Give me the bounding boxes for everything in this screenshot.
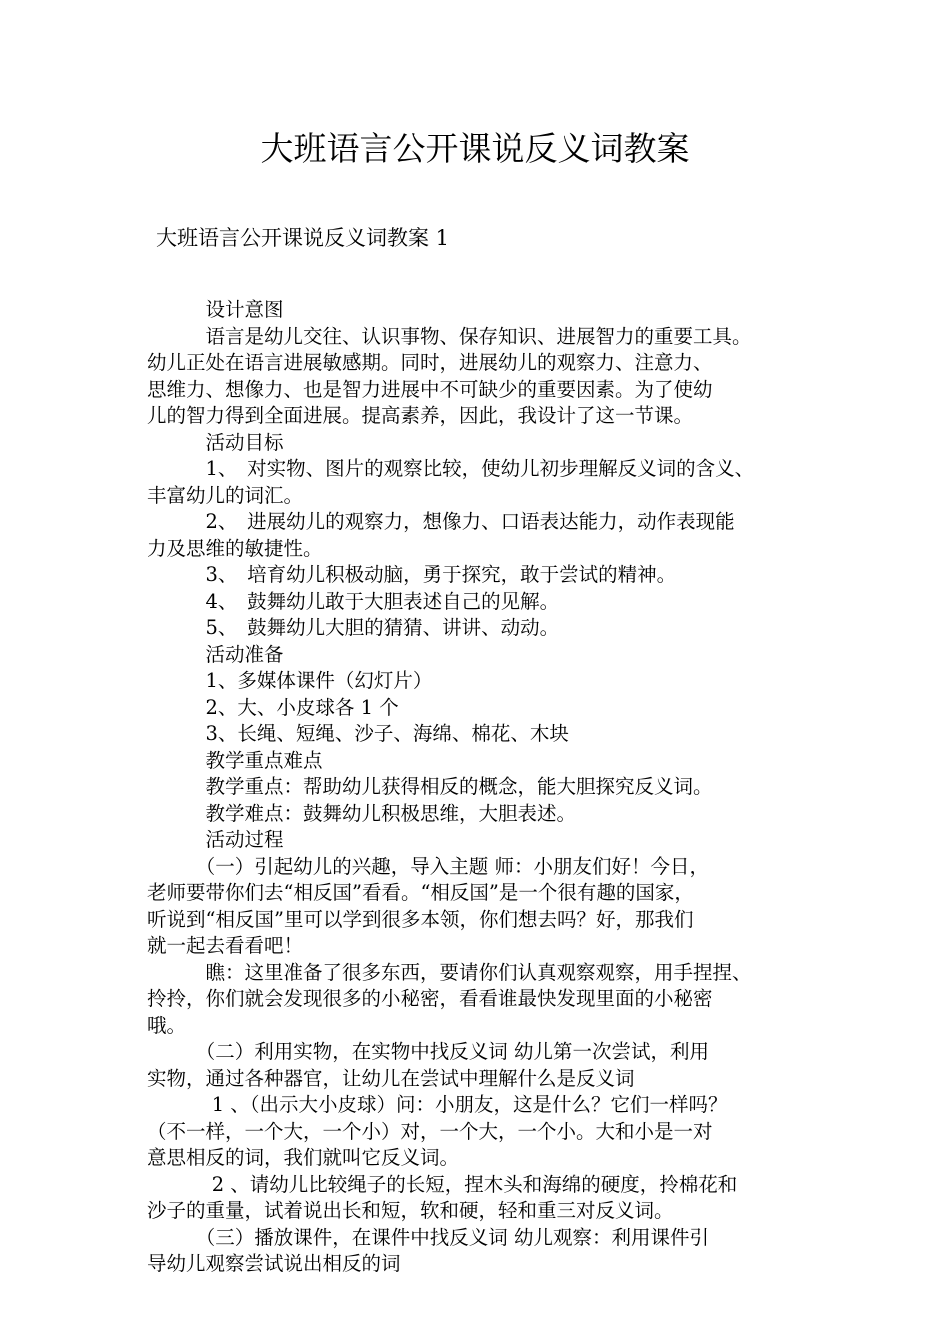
body-line: 教学重点难点 (147, 748, 323, 772)
body-line: 3、长绳、短绳、沙子、海绵、棉花、木块 (147, 722, 569, 745)
body-line: 沙子的重量，试着说出长和短，软和硬，轻和重三对反义词。 (147, 1199, 674, 1222)
body-line: 1、 对实物、图片的观察比较，使幼儿初步理解反义词的含义、 (147, 457, 755, 480)
body-line: 活动准备 (147, 642, 284, 666)
body-line: 力及思维的敏捷性。 (147, 536, 323, 560)
body-line: 导幼儿观察尝试说出相反的词 (147, 1252, 401, 1275)
body-line: 教学难点：鼓舞幼儿积极思维，大胆表述。 (147, 801, 577, 825)
body-line: 实物，通过各种器官，让幼儿在尝试中理解什么是反义词 (147, 1066, 635, 1090)
body-line: 设计意图 (147, 298, 284, 321)
body-line: 1 、（出示大小皮球）问：小朋友，这是什么？它们一样吗？ (147, 1093, 728, 1116)
document-title: 大班语言公开课说反义词教案 (260, 129, 690, 168)
body-line: （一）引起幼儿的兴趣，导入主题 师：小朋友们好！今日， (147, 854, 709, 878)
body-line: 意思相反的词，我们就叫它反义词。 (147, 1146, 460, 1169)
body-line: 3、 培育幼儿积极动脑，勇于探究，敢于尝试的精神。 (147, 563, 677, 586)
body-line: 幼儿正处在语言进展敏感期。同时，进展幼儿的观察力、注意力、 (147, 351, 713, 374)
body-line: 思维力、想像力、也是智力进展中不可缺少的重要因素。为了使幼 (147, 377, 713, 401)
body-line: 瞧：这里准备了很多东西，要请你们认真观察观察，用手捏捏、 (147, 960, 752, 984)
body-line: （二）利用实物，在实物中找反义词 幼儿第一次尝试，利用 (147, 1040, 709, 1063)
body-line: 教学重点：帮助幼儿获得相反的概念，能大胆探究反义词。 (147, 775, 713, 798)
body-line: （不一样，一个大，一个小）对，一个大，一个小。大和小是一对 (147, 1119, 713, 1143)
body-line: 2、 进展幼儿的观察力，想像力、口语表达能力，动作表现能 (147, 510, 735, 533)
body-line: 2 、请幼儿比较绳子的长短，捏木头和海绵的硬度，拎棉花和 (147, 1172, 738, 1196)
body-line: 哦。 (147, 1013, 187, 1037)
body-line: 拎拎，你们就会发现很多的小秘密，看看谁最快发现里面的小秘密 (147, 987, 713, 1010)
body-line: 就一起去看看吧！ (147, 934, 304, 957)
body-line: 听说到“相反国”里可以学到很多本领，你们想去吗？好，那我们 (147, 907, 694, 931)
body-line: 活动过程 (147, 828, 284, 851)
body-line: （三）播放课件，在课件中找反义词 幼儿观察：利用课件引 (147, 1225, 709, 1249)
body-line: 活动目标 (147, 430, 284, 454)
body-line: 1、多媒体课件（幻灯片） (147, 669, 433, 692)
body-line: 2、大、小皮球各 1 个 (147, 695, 399, 719)
body-line: 儿的智力得到全面进展。提高素养，因此，我设计了这一节课。 (147, 404, 694, 427)
document-body (147, 297, 827, 1278)
section-heading: 大班语言公开课说反义词教案 1 (156, 226, 450, 250)
body-line: 4、 鼓舞幼儿敢于大胆表述自己的见解。 (147, 589, 560, 613)
body-line: 老师要带你们去“相反国”看看。“相反国”是一个很有趣的国家， (147, 881, 694, 904)
body-line: 语言是幼儿交往、认识事物、保存知识、进展智力的重要工具。 (147, 324, 752, 348)
body-line: 5、 鼓舞幼儿大胆的猜猜、讲讲、动动。 (147, 616, 560, 639)
body-line: 丰富幼儿的词汇。 (147, 483, 304, 507)
